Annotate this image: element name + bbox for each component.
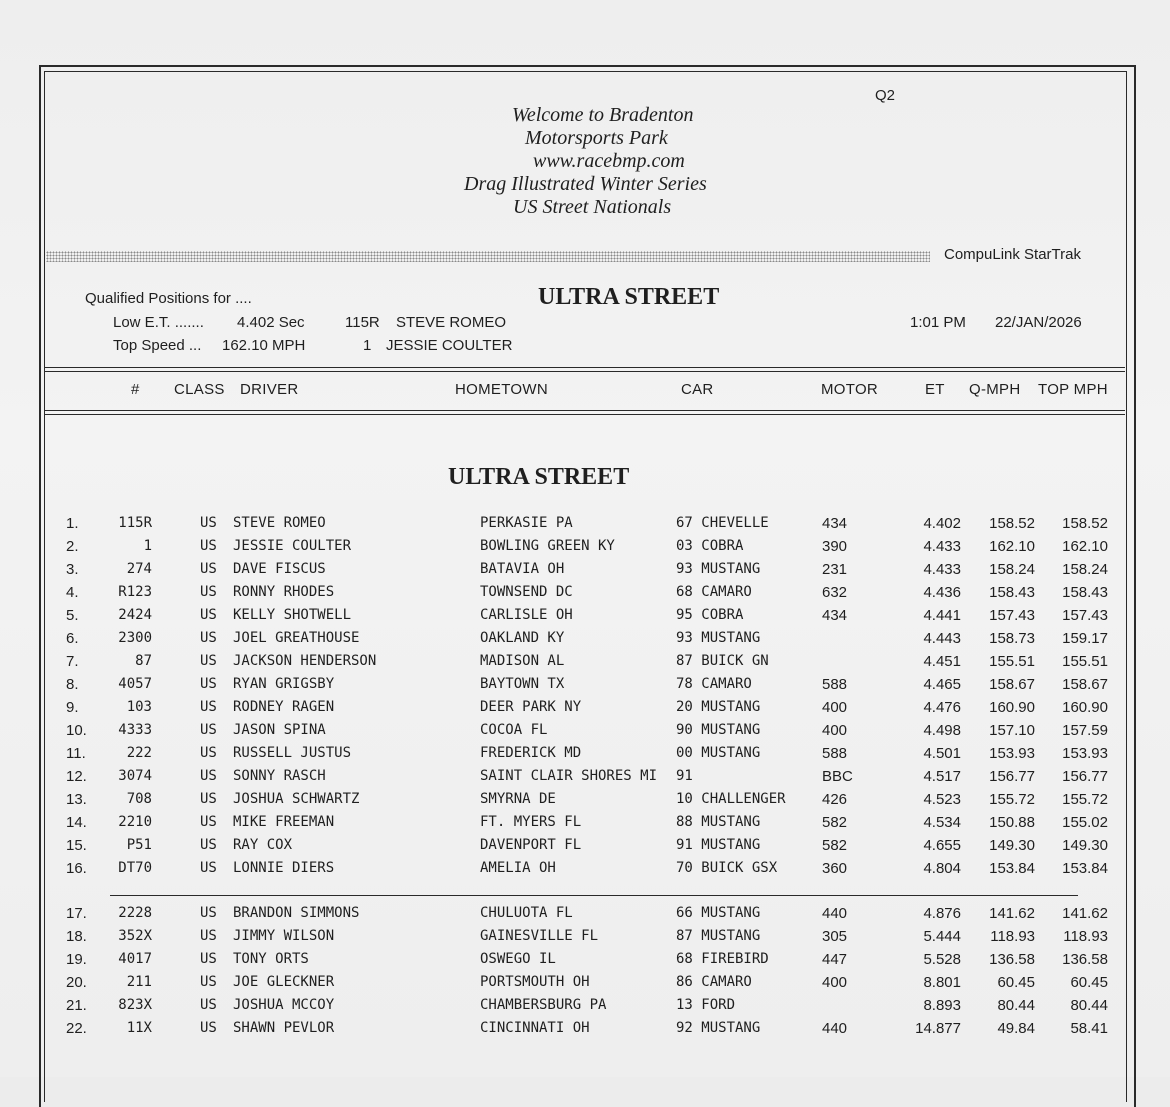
qualifying-mph: 60.45 [997, 974, 1035, 991]
class: US [200, 905, 217, 921]
car: 67 CHEVELLE [676, 515, 769, 531]
top-mph: 60.45 [1070, 974, 1108, 991]
car-number: 211 [126, 974, 152, 990]
elapsed-time: 8.801 [923, 974, 961, 991]
welcome-line: US Street Nationals [513, 196, 672, 218]
car: 91 [676, 768, 693, 784]
hometown: CHULUOTA FL [480, 905, 573, 921]
motor: 360 [822, 860, 848, 877]
top-speed-car-number: 1 [363, 337, 372, 354]
hometown: SAINT CLAIR SHORES MI [480, 768, 658, 784]
hometown: CARLISLE OH [480, 607, 573, 623]
table-row [0, 561, 1170, 583]
class: US [200, 974, 217, 990]
driver-name: JIMMY WILSON [233, 928, 335, 944]
elapsed-time: 4.655 [923, 837, 961, 854]
driver-name: RUSSELL JUSTUS [233, 745, 352, 761]
motor: 434 [822, 607, 848, 624]
driver-name: TONY ORTS [233, 951, 309, 967]
car-number: 103 [126, 699, 152, 715]
hometown: GAINESVILLE FL [480, 928, 599, 944]
car-number: 1 [143, 538, 152, 554]
hometown: DAVENPORT FL [480, 837, 582, 853]
qualifying-mph: 136.58 [989, 951, 1035, 968]
position: 2. [66, 538, 79, 555]
table-row [0, 1020, 1170, 1042]
low-et-label: Low E.T. ....... [113, 314, 204, 331]
elapsed-time: 4.534 [923, 814, 961, 831]
qualifying-mph: 80.44 [997, 997, 1035, 1014]
driver-name: SHAWN PEVLOR [233, 1020, 335, 1036]
top-mph: 158.24 [1062, 561, 1108, 578]
elapsed-time: 4.876 [923, 905, 961, 922]
driver-name: JACKSON HENDERSON [233, 653, 377, 669]
driver-name: BRANDON SIMMONS [233, 905, 360, 921]
car-number: 115R [118, 515, 152, 531]
motor: 400 [822, 722, 848, 739]
car-number: 274 [126, 561, 152, 577]
hometown: BAYTOWN TX [480, 676, 565, 692]
class: US [200, 699, 217, 715]
table-row [0, 653, 1170, 675]
hometown: SMYRNA DE [480, 791, 556, 807]
class: US [200, 837, 217, 853]
session-label: Q2 [875, 87, 896, 104]
car: 68 CAMARO [676, 584, 752, 600]
car: 03 COBRA [676, 538, 744, 554]
class: US [200, 722, 217, 738]
class: US [200, 951, 217, 967]
header-rule-top [44, 367, 1125, 368]
car: 93 MUSTANG [676, 561, 761, 577]
class-title: ULTRA STREET [538, 284, 720, 310]
car-number: DT70 [118, 860, 152, 876]
qualifying-mph: 49.84 [997, 1020, 1035, 1037]
qualifying-mph: 149.30 [989, 837, 1035, 854]
driver-name: JASON SPINA [233, 722, 326, 738]
class: US [200, 676, 217, 692]
elapsed-time: 4.476 [923, 699, 961, 716]
table-row [0, 814, 1170, 836]
low-et-value: 4.402 Sec [237, 314, 305, 331]
position: 20. [66, 974, 87, 991]
driver-name: STEVE ROMEO [233, 515, 326, 531]
col-et: ET [925, 381, 945, 398]
car: 86 CAMARO [676, 974, 752, 990]
top-mph: 155.51 [1062, 653, 1108, 670]
motor: 426 [822, 791, 848, 808]
col-motor: MOTOR [821, 381, 879, 398]
car-number: 823X [118, 997, 152, 1013]
table-row [0, 630, 1170, 652]
elapsed-time: 5.528 [923, 951, 961, 968]
class: US [200, 745, 217, 761]
qualifying-mph: 158.52 [989, 515, 1035, 532]
position: 22. [66, 1020, 87, 1037]
car: 10 CHALLENGER [676, 791, 786, 807]
table-row [0, 791, 1170, 813]
car-number: 4017 [118, 951, 152, 967]
welcome-line: Drag Illustrated Winter Series [464, 173, 707, 195]
top-mph: 153.84 [1062, 860, 1108, 877]
hometown: FT. MYERS FL [480, 814, 582, 830]
col-car: CAR [681, 381, 714, 398]
motor: 305 [822, 928, 848, 945]
elapsed-time: 14.877 [915, 1020, 961, 1037]
top-speed-label: Top Speed ... [113, 337, 202, 354]
hometown: BATAVIA OH [480, 561, 565, 577]
table-row [0, 974, 1170, 996]
welcome-line: Motorsports Park [525, 127, 668, 149]
elapsed-time: 4.498 [923, 722, 961, 739]
position: 7. [66, 653, 79, 670]
header-rule-top-2 [44, 371, 1125, 372]
class: US [200, 860, 217, 876]
hometown: TOWNSEND DC [480, 584, 573, 600]
qualifying-mph: 118.93 [990, 928, 1035, 945]
hometown: BOWLING GREEN KY [480, 538, 615, 554]
report-time: 1:01 PM [910, 314, 966, 331]
elapsed-time: 4.443 [923, 630, 961, 647]
class: US [200, 607, 217, 623]
car-number: R123 [118, 584, 152, 600]
hometown: OAKLAND KY [480, 630, 565, 646]
top-mph: 155.02 [1062, 814, 1108, 831]
top-mph: 158.52 [1062, 515, 1108, 532]
qualifying-mph: 158.67 [989, 676, 1035, 693]
car: 68 FIREBIRD [676, 951, 769, 967]
motor: 231 [822, 561, 848, 578]
elapsed-time: 4.436 [923, 584, 961, 601]
car: 95 COBRA [676, 607, 744, 623]
motor: 440 [822, 1020, 848, 1037]
class: US [200, 768, 217, 784]
motor: BBC [822, 768, 853, 785]
qualified-label: Qualified Positions for .... [85, 290, 252, 307]
qualifying-mph: 153.84 [989, 860, 1035, 877]
car-number: 2300 [118, 630, 152, 646]
motor: 588 [822, 676, 848, 693]
car: 78 CAMARO [676, 676, 752, 692]
hometown: FREDERICK MD [480, 745, 582, 761]
class: US [200, 928, 217, 944]
position: 15. [66, 837, 87, 854]
hometown: DEER PARK NY [480, 699, 582, 715]
table-row [0, 699, 1170, 721]
driver-name: RAY COX [233, 837, 293, 853]
position: 18. [66, 928, 87, 945]
driver-name: JESSIE COULTER [233, 538, 352, 554]
car-number: 87 [135, 653, 152, 669]
car-number: 3074 [118, 768, 152, 784]
car-number: 708 [126, 791, 152, 807]
driver-name: JOSHUA SCHWARTZ [233, 791, 360, 807]
top-mph: 80.44 [1070, 997, 1108, 1014]
report-date: 22/JAN/2026 [995, 314, 1082, 331]
position: 10. [66, 722, 87, 739]
qualifying-mph: 158.24 [989, 561, 1035, 578]
top-mph: 141.62 [1062, 905, 1108, 922]
car-number: 4333 [118, 722, 152, 738]
car-number: 222 [126, 745, 152, 761]
qualifying-mph: 157.43 [989, 607, 1035, 624]
top-mph: 158.67 [1062, 676, 1108, 693]
table-row [0, 951, 1170, 973]
top-mph: 159.17 [1062, 630, 1108, 647]
position: 11. [66, 745, 86, 762]
position: 21. [66, 997, 87, 1014]
class: US [200, 561, 217, 577]
motor: 390 [822, 538, 848, 555]
elapsed-time: 4.523 [923, 791, 961, 808]
table-row [0, 607, 1170, 629]
position: 17. [66, 905, 87, 922]
top-mph: 58.41 [1070, 1020, 1108, 1037]
hometown: MADISON AL [480, 653, 565, 669]
top-mph: 136.58 [1062, 951, 1108, 968]
position: 12. [66, 768, 87, 785]
elapsed-time: 8.893 [923, 997, 961, 1014]
hometown: PERKASIE PA [480, 515, 573, 531]
top-mph: 158.43 [1062, 584, 1108, 601]
qualifying-mph: 158.43 [989, 584, 1035, 601]
qualifying-mph: 150.88 [989, 814, 1035, 831]
qualifying-mph: 156.77 [989, 768, 1035, 785]
position: 16. [66, 860, 87, 877]
top-speed-value: 162.10 MPH [222, 337, 306, 354]
top-mph: 162.10 [1062, 538, 1108, 555]
qualifying-mph: 141.62 [989, 905, 1035, 922]
qualifying-mph: 155.51 [989, 653, 1035, 670]
qualifying-mph: 157.10 [989, 722, 1035, 739]
car: 93 MUSTANG [676, 630, 761, 646]
table-row [0, 584, 1170, 606]
col-top-mph: TOP MPH [1038, 381, 1108, 398]
low-et-car-number: 115R [345, 314, 380, 331]
elapsed-time: 4.402 [923, 515, 961, 532]
top-mph: 149.30 [1062, 837, 1108, 854]
driver-name: RYAN GRIGSBY [233, 676, 335, 692]
car-number: P51 [126, 837, 152, 853]
motor: 447 [822, 951, 848, 968]
car: 66 MUSTANG [676, 905, 761, 921]
position: 4. [66, 584, 79, 601]
top-mph: 118.93 [1063, 928, 1108, 945]
motor: 582 [822, 814, 848, 831]
car: 00 MUSTANG [676, 745, 761, 761]
qualifying-mph: 155.72 [989, 791, 1035, 808]
position: 5. [66, 607, 79, 624]
car: 87 MUSTANG [676, 928, 761, 944]
col-qmph: Q-MPH [969, 381, 1021, 398]
position: 14. [66, 814, 87, 831]
car-number: 2210 [118, 814, 152, 830]
system-label: CompuLink StarTrak [944, 246, 1081, 263]
qualifying-mph: 160.90 [989, 699, 1035, 716]
car: 90 MUSTANG [676, 722, 761, 738]
elapsed-time: 4.451 [923, 653, 961, 670]
driver-name: RODNEY RAGEN [233, 699, 335, 715]
header-rule-bottom [44, 410, 1125, 411]
driver-name: DAVE FISCUS [233, 561, 326, 577]
car: 88 MUSTANG [676, 814, 761, 830]
car: 91 MUSTANG [676, 837, 761, 853]
motor: 400 [822, 974, 848, 991]
position: 8. [66, 676, 79, 693]
motor: 588 [822, 745, 848, 762]
table-row [0, 722, 1170, 744]
table-row [0, 768, 1170, 790]
motor: 632 [822, 584, 848, 601]
driver-name: JOE GLECKNER [233, 974, 335, 990]
hometown: AMELIA OH [480, 860, 556, 876]
driver-name: SONNY RASCH [233, 768, 326, 784]
class: US [200, 515, 217, 531]
elapsed-time: 4.804 [923, 860, 961, 877]
class: US [200, 584, 217, 600]
section-title: ULTRA STREET [448, 464, 630, 490]
position: 1. [66, 515, 79, 532]
position: 9. [66, 699, 79, 716]
table-row [0, 860, 1170, 882]
motor: 440 [822, 905, 848, 922]
top-mph: 153.93 [1062, 745, 1108, 762]
position: 3. [66, 561, 79, 578]
elapsed-time: 4.441 [923, 607, 961, 624]
driver-name: MIKE FREEMAN [233, 814, 335, 830]
position: 13. [66, 791, 87, 808]
elapsed-time: 4.501 [923, 745, 961, 762]
car-number: 4057 [118, 676, 152, 692]
dotted-divider [46, 251, 930, 262]
class: US [200, 653, 217, 669]
class: US [200, 538, 217, 554]
col-number: # [131, 381, 140, 398]
col-hometown: HOMETOWN [455, 381, 548, 398]
qualifying-cutoff-line [110, 895, 1078, 896]
elapsed-time: 4.517 [923, 768, 961, 785]
table-row [0, 905, 1170, 927]
table-row [0, 997, 1170, 1019]
hometown: PORTSMOUTH OH [480, 974, 590, 990]
elapsed-time: 4.433 [923, 561, 961, 578]
car: 92 MUSTANG [676, 1020, 761, 1036]
driver-name: JOSHUA MCCOY [233, 997, 335, 1013]
elapsed-time: 4.465 [923, 676, 961, 693]
driver-name: RONNY RHODES [233, 584, 335, 600]
driver-name: JOEL GREATHOUSE [233, 630, 360, 646]
table-row [0, 676, 1170, 698]
car-number: 2228 [118, 905, 152, 921]
car-number: 2424 [118, 607, 152, 623]
table-row [0, 837, 1170, 859]
class: US [200, 1020, 217, 1036]
car-number: 352X [118, 928, 152, 944]
welcome-line: Welcome to Bradenton [512, 104, 694, 126]
top-mph: 155.72 [1062, 791, 1108, 808]
position: 6. [66, 630, 79, 647]
top-mph: 157.43 [1062, 607, 1108, 624]
car-number: 11X [126, 1020, 152, 1036]
car: 87 BUICK GN [676, 653, 769, 669]
table-row [0, 538, 1170, 560]
top-mph: 156.77 [1062, 768, 1108, 785]
hometown: CINCINNATI OH [480, 1020, 590, 1036]
motor: 582 [822, 837, 848, 854]
driver-name: KELLY SHOTWELL [233, 607, 352, 623]
hometown: CHAMBERSBURG PA [480, 997, 607, 1013]
elapsed-time: 5.444 [923, 928, 961, 945]
position: 19. [66, 951, 87, 968]
table-row [0, 928, 1170, 950]
qualifying-mph: 153.93 [989, 745, 1035, 762]
qualifying-mph: 162.10 [989, 538, 1035, 555]
welcome-block [400, 104, 820, 219]
car: 13 FORD [676, 997, 736, 1013]
header-rule-bottom-2 [44, 414, 1125, 415]
class: US [200, 997, 217, 1013]
col-class: CLASS [174, 381, 225, 398]
top-mph: 160.90 [1062, 699, 1108, 716]
hometown: OSWEGO IL [480, 951, 556, 967]
motor: 400 [822, 699, 848, 716]
motor: 434 [822, 515, 848, 532]
class: US [200, 630, 217, 646]
elapsed-time: 4.433 [923, 538, 961, 555]
low-et-driver: STEVE ROMEO [396, 314, 507, 331]
top-speed-driver: JESSIE COULTER [386, 337, 513, 354]
qualifying-mph: 158.73 [989, 630, 1035, 647]
table-row [0, 745, 1170, 767]
welcome-line: www.racebmp.com [533, 150, 685, 172]
class: US [200, 814, 217, 830]
hometown: COCOA FL [480, 722, 548, 738]
col-driver: DRIVER [240, 381, 299, 398]
driver-name: LONNIE DIERS [233, 860, 335, 876]
top-mph: 157.59 [1062, 722, 1108, 739]
car: 70 BUICK GSX [676, 860, 778, 876]
class: US [200, 791, 217, 807]
car: 20 MUSTANG [676, 699, 761, 715]
table-row [0, 515, 1170, 537]
